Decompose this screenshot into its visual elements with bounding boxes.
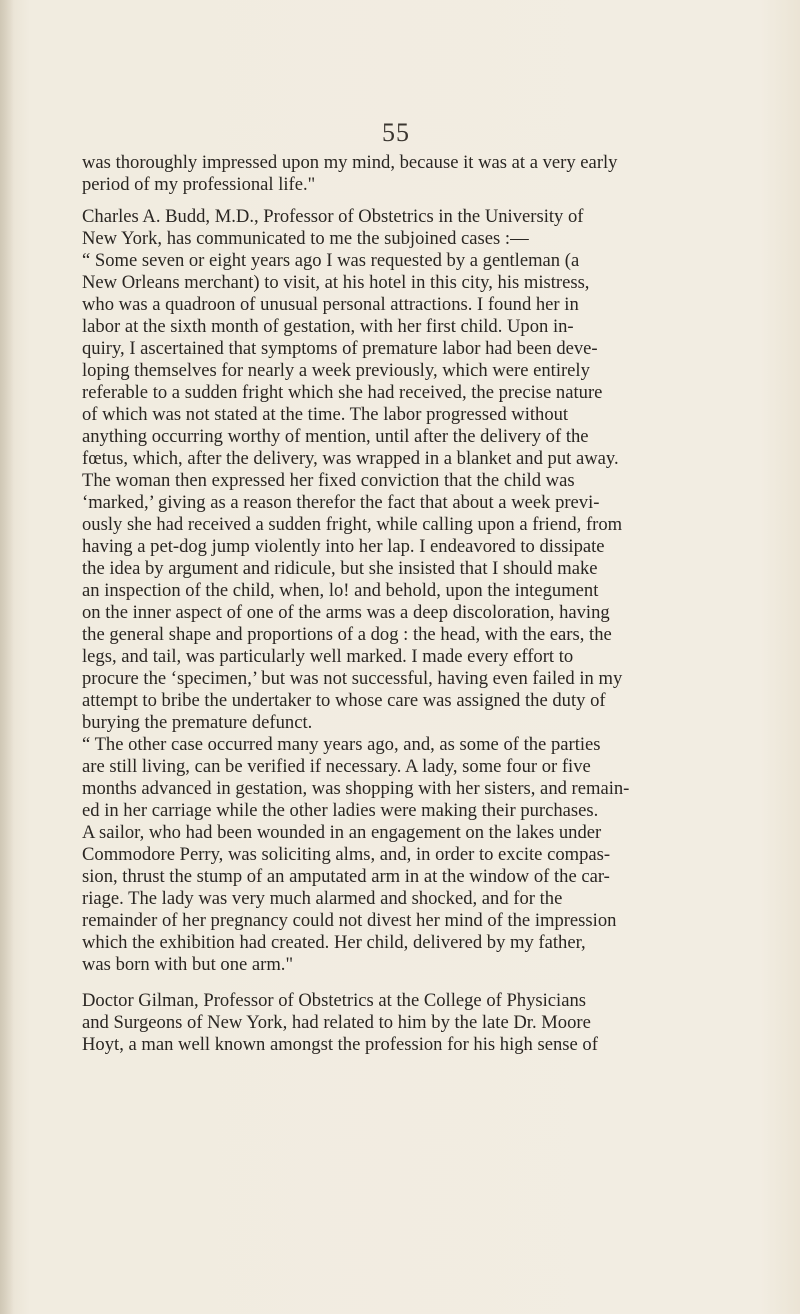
text-line: “ Some seven or eight years ago I was requested by a gentleman (a xyxy=(82,250,580,271)
text-line: the idea by argument and ridicule, but she insisted that I should make xyxy=(82,558,598,579)
text-line: quiry, I ascertained that symptoms of premature labor had been deve- xyxy=(82,338,598,359)
text-line: referable to a sudden fright which she had received, the precise nature xyxy=(82,382,603,403)
text-line: the general shape and proportions of a dog : the head, with the ears, the xyxy=(82,624,612,645)
text-line: attempt to bribe the undertaker to whose care was assigned the duty of xyxy=(82,690,606,711)
text-line: remainder of her pregnancy could not divest her mind of the impression xyxy=(82,910,617,931)
text-line: anything occurring worthy of mention, until after the delivery of the xyxy=(82,426,589,447)
text-line: an inspection of the child, when, lo! and behold, upon the integument xyxy=(82,580,599,601)
text-line: A sailor, who had been wounded in an engagement on the lakes under xyxy=(82,822,602,843)
text-line: ‘marked,’ giving as a reason therefor the fact that about a week previ- xyxy=(82,492,600,513)
text-line: having a pet-dog jump violently into her lap. I endeavored to dissipate xyxy=(82,536,605,557)
text-line: riage. The lady was very much alarmed and shocked, and for the xyxy=(82,888,563,909)
text-line: period of my professional life." xyxy=(82,174,316,195)
text-line: labor at the sixth month of gestation, with her first child. Upon in- xyxy=(82,316,574,337)
text-line: of which was not stated at the time. The labor progressed without xyxy=(82,404,569,425)
text-line: Commodore Perry, was soliciting alms, and, in order to excite compas- xyxy=(82,844,611,865)
text-line: Hoyt, a man well known amongst the profession for his high sense of xyxy=(82,1034,598,1055)
text-line: was thoroughly impressed upon my mind, because it was at a very early xyxy=(82,152,618,173)
text-line: Doctor Gilman, Professor of Obstetrics at the College of Physicians xyxy=(82,990,587,1011)
text-line: legs, and tail, was particularly well marked. I made every effort to xyxy=(82,646,574,667)
text-line: burying the premature defunct. xyxy=(82,712,313,733)
text-line: which the exhibition had created. Her child, delivered by my father, xyxy=(82,932,586,953)
text-line: was born with but one arm." xyxy=(82,954,294,975)
page-number: 55 xyxy=(382,118,410,147)
text-line: fœtus, which, after the delivery, was wrapped in a blanket and put away. xyxy=(82,448,619,469)
text-line: are still living, can be verified if necessary. A lady, some four or five xyxy=(82,756,591,777)
paragraph-continuation xyxy=(82,152,748,196)
text-line: ed in her carriage while the other ladies were making their purchases. xyxy=(82,800,599,821)
text-line: procure the ‘specimen,’ but was not successful, having even failed in my xyxy=(82,668,623,689)
text-line: sion, thrust the stump of an amputated arm in at the window of the car- xyxy=(82,866,610,887)
text-line: New Orleans merchant) to visit, at his hotel in this city, his mistress, xyxy=(82,272,590,293)
text-line: and Surgeons of New York, had related to him by the late Dr. Moore xyxy=(82,1012,591,1033)
page-gutter-shadow xyxy=(0,0,14,1314)
paragraph-gilman xyxy=(82,990,748,1056)
text-line: loping themselves for nearly a week previously, which were entirely xyxy=(82,360,590,381)
text-line: who was a quadroon of unusual personal attractions. I found her in xyxy=(82,294,579,315)
text-line: ously she had received a sudden fright, while calling upon a friend, from xyxy=(82,514,623,535)
text-line: on the inner aspect of one of the arms was a deep discoloration, having xyxy=(82,602,610,623)
text-line: months advanced in gestation, was shopping with her sisters, and remain- xyxy=(82,778,630,799)
text-line: Charles A. Budd, M.D., Professor of Obstetrics in the University of xyxy=(82,206,584,227)
paragraph-budd-cases xyxy=(82,206,748,976)
body-text xyxy=(82,152,748,1056)
text-line: The woman then expressed her fixed conviction that the child was xyxy=(82,470,575,491)
text-line: “ The other case occurred many years ago, and, as some of the parties xyxy=(82,734,601,755)
text-line: New York, has communicated to me the subjoined cases :— xyxy=(82,228,529,249)
